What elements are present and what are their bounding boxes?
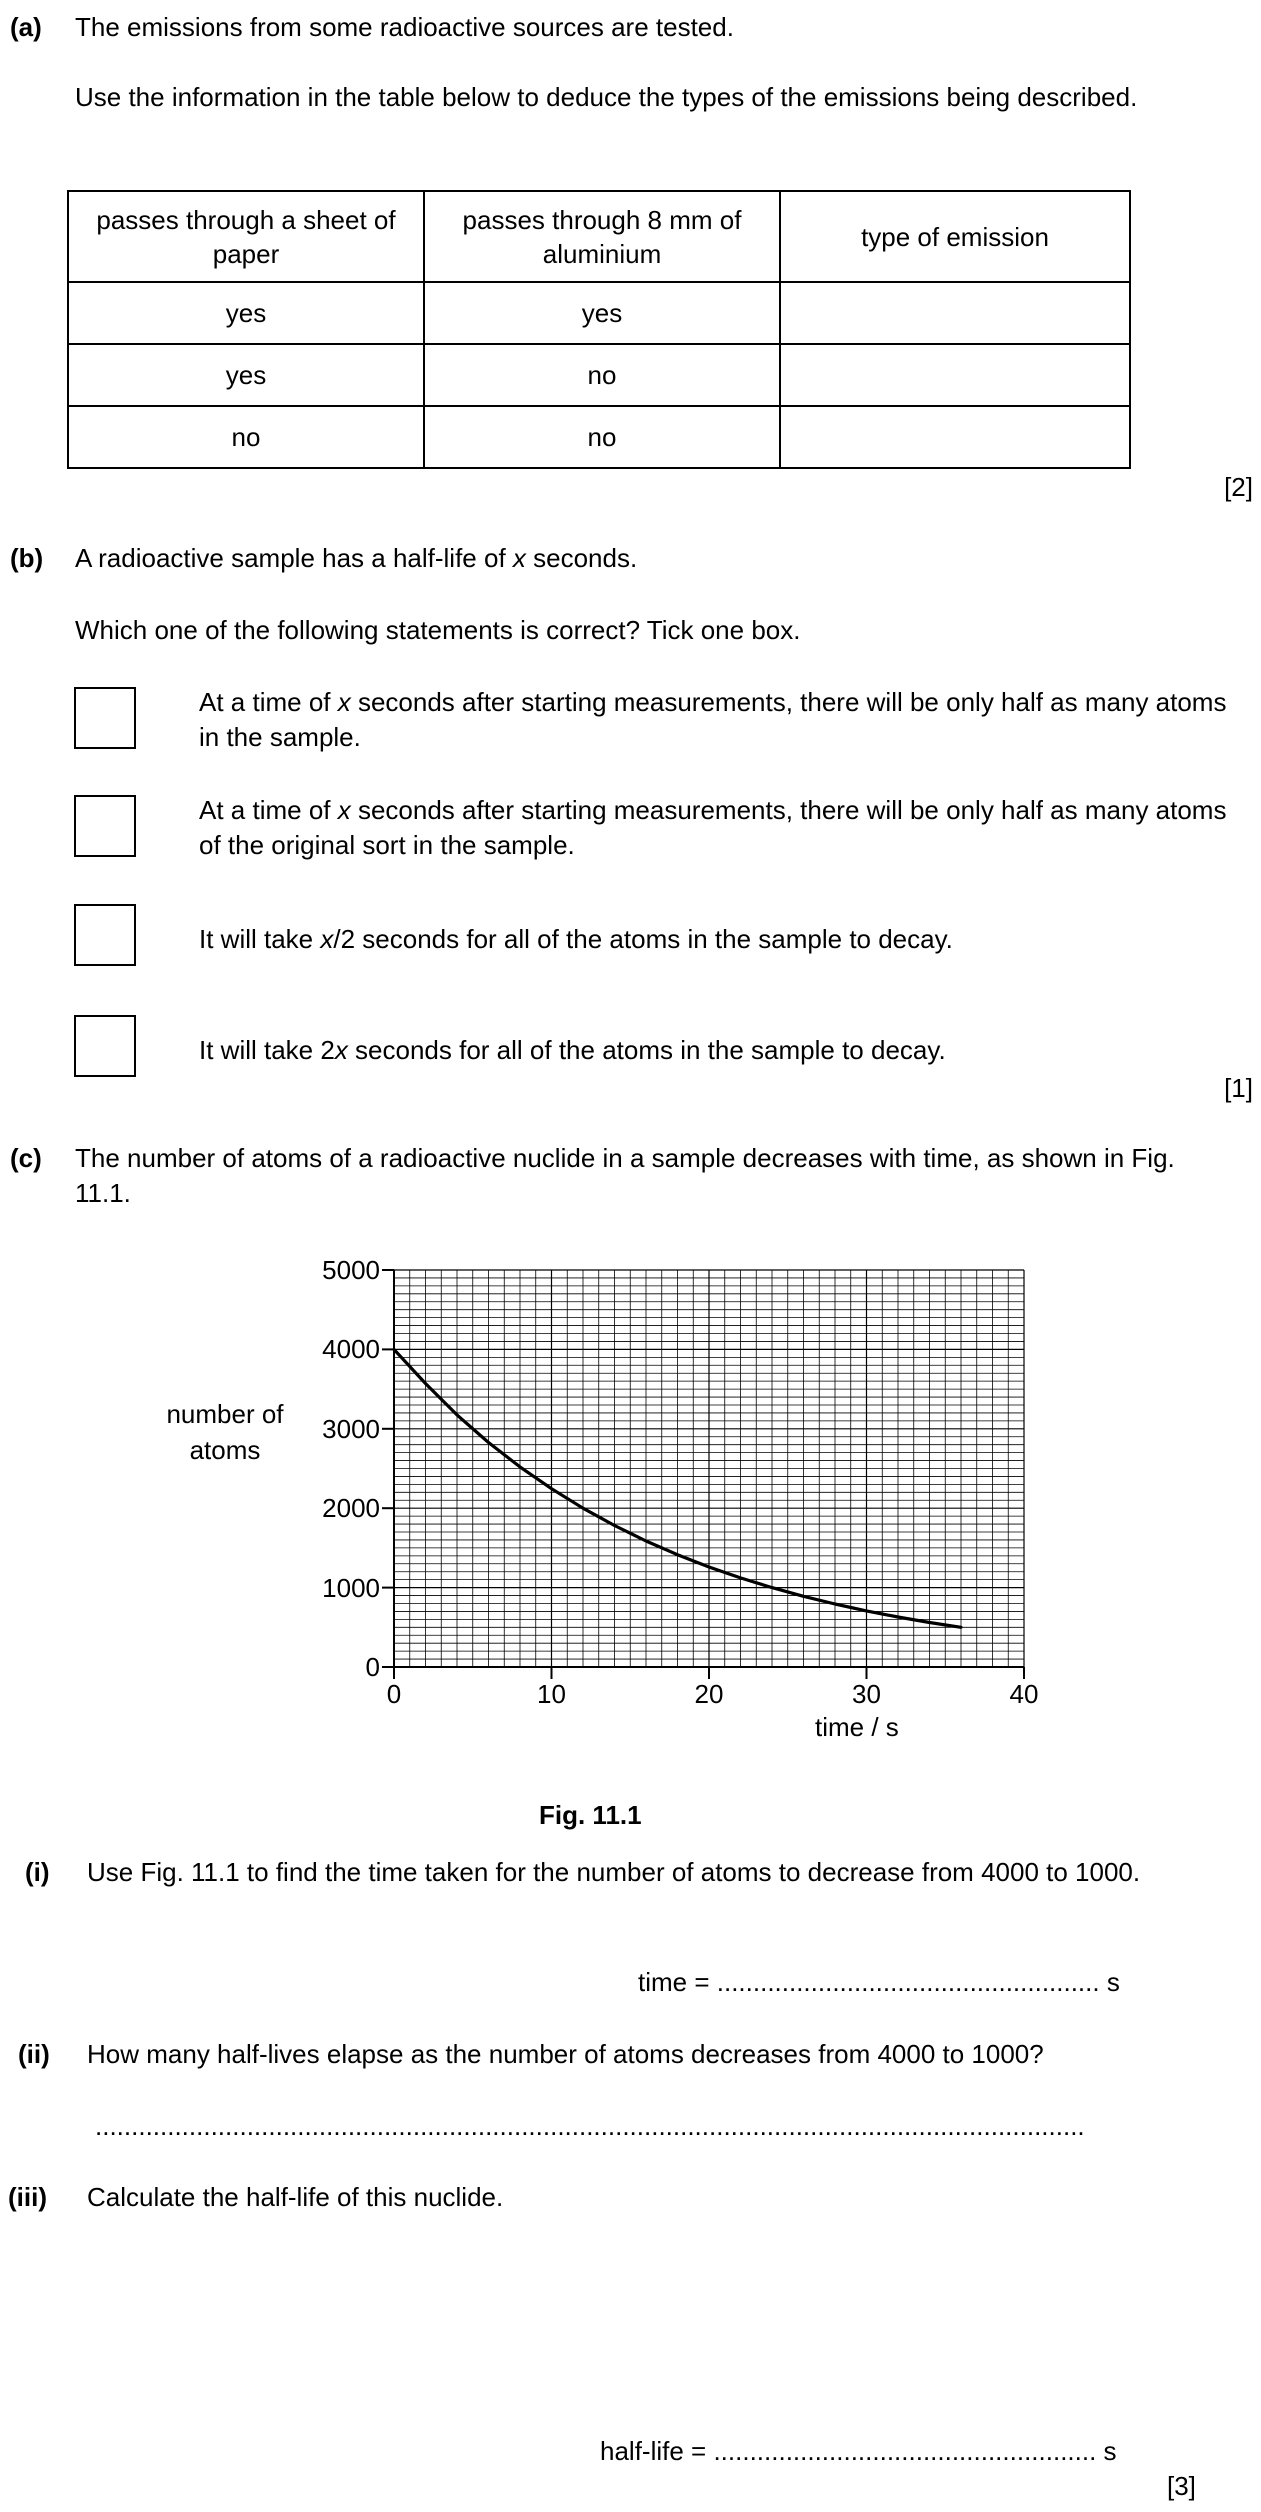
time-answer-line: time = ..................................................... s — [638, 1967, 1120, 1997]
table-header: passes through a sheet of paper — [68, 191, 424, 282]
y-axis-label: number of atoms — [166, 1399, 284, 1465]
part-a-marks: [2] — [1224, 472, 1253, 502]
sub-i-question: Use Fig. 11.1 to find the time taken for the number of atoms to decrease from 4000 to 1000. — [87, 1857, 1141, 1887]
figure-caption: Fig. 11.1 — [539, 1800, 642, 1830]
part-b-instruction: Which one of the following statements is correct? Tick one box. — [75, 615, 801, 645]
table-row — [68, 282, 1130, 344]
sub-iii-label: (iii) — [8, 2182, 47, 2212]
y-tick-label: 5000 — [322, 1255, 380, 1285]
table-cell: no — [424, 344, 780, 406]
half-lives-answer-field[interactable]: ......................................................................................................................................... — [95, 2111, 1085, 2141]
x-tick-label: 30 — [852, 1679, 881, 1709]
part-a-instruction: Use the information in the table below to deduce the types of the emissions being described. — [75, 82, 1138, 112]
tick-box-3[interactable] — [74, 904, 136, 966]
part-b-marks: [1] — [1224, 1073, 1253, 1103]
option-2: At a time of x seconds after starting measurements, there will be only half as many atoms of the original sort in the sample. — [199, 795, 1227, 860]
option-3: It will take x/2 seconds for all of the atoms in the sample to decay. — [199, 924, 953, 954]
option-4: It will take 2x seconds for all of the atoms in the sample to decay. — [199, 1035, 946, 1065]
part-b-label: (b) — [10, 543, 44, 573]
part-b-statement: A radioactive sample has a half-life of x seconds. — [75, 543, 638, 573]
tick-box-1[interactable] — [74, 687, 136, 749]
x-tick-label: 40 — [1009, 1679, 1039, 1709]
y-tick-label: 2000 — [322, 1493, 380, 1524]
x-axis-label: time / s — [815, 1712, 899, 1742]
tick-box-2[interactable] — [74, 795, 136, 857]
option-1: At a time of x seconds after starting measurements, there will be only half as many atoms in the sample. — [199, 687, 1227, 752]
answer-cell[interactable] — [780, 406, 1130, 468]
x-tick-label: 20 — [694, 1679, 724, 1709]
answer-cell[interactable] — [780, 344, 1130, 406]
table-cell: yes — [68, 344, 424, 406]
part-a-intro: The emissions from some radioactive sources are tested. — [75, 12, 734, 42]
table-cell: no — [424, 406, 780, 468]
table-cell: no — [68, 406, 424, 468]
part-a-label: (a) — [10, 12, 42, 42]
x-tick-label: 0 — [386, 1679, 402, 1709]
sub-i-label: (i) — [25, 1857, 50, 1887]
y-tick-label: 1000 — [322, 1572, 380, 1603]
decay-graph — [380, 1260, 1030, 1700]
time-answer-field[interactable]: ..................................................... — [716, 1967, 1100, 1997]
x-tick-label: 10 — [537, 1679, 566, 1709]
half-life-answer-line: half-life = ..................................................... s — [600, 2436, 1117, 2466]
answer-cell[interactable] — [780, 282, 1130, 344]
part-c-label: (c) — [10, 1143, 42, 1173]
table-cell: yes — [68, 282, 424, 344]
part-c-intro: The number of atoms of a radioactive nuclide in a sample decreases with time, as shown in Fig. 11.1. — [75, 1143, 1175, 1208]
sub-ii-label: (ii) — [18, 2039, 50, 2069]
part-c-marks: [3] — [1167, 2471, 1196, 2501]
half-life-answer-field[interactable]: ..................................................... — [713, 2436, 1097, 2466]
emission-table — [67, 190, 1131, 469]
table-header: passes through 8 mm of aluminium — [424, 191, 780, 282]
table-header-row — [68, 191, 1130, 282]
table-cell: yes — [424, 282, 780, 344]
y-tick-label: 0 — [365, 1652, 380, 1682]
table-row — [68, 406, 1130, 468]
sub-iii-question: Calculate the half-life of this nuclide. — [87, 2182, 504, 2212]
y-tick-label: 3000 — [322, 1413, 380, 1444]
tick-box-4[interactable] — [74, 1015, 136, 1077]
table-row — [68, 344, 1130, 406]
table-header: type of emission — [780, 191, 1130, 282]
sub-ii-question: How many half-lives elapse as the number of atoms decreases from 4000 to 1000? — [87, 2039, 1044, 2069]
y-tick-label: 4000 — [322, 1334, 380, 1365]
